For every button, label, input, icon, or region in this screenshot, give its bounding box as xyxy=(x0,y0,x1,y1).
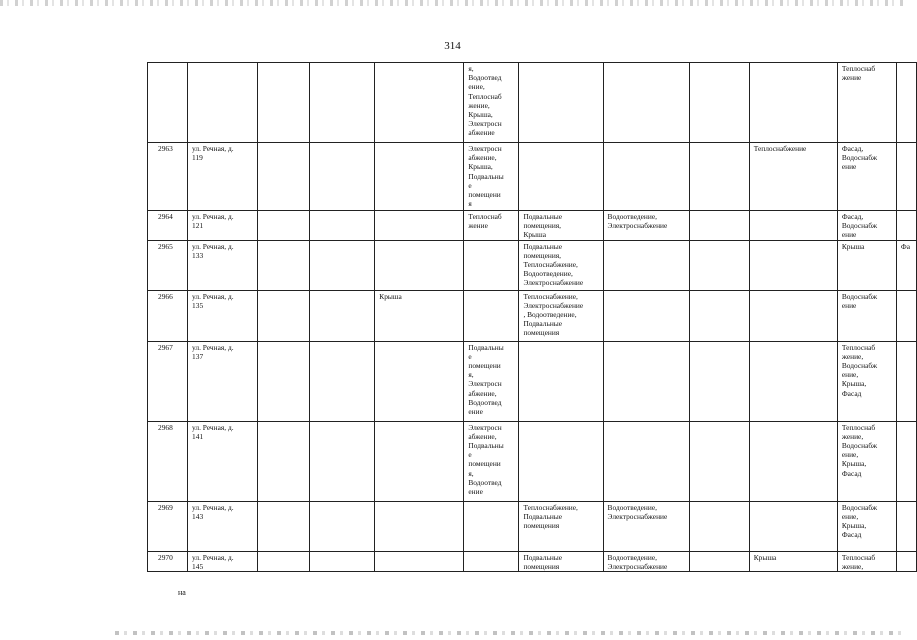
works-cell: Электросн абжение, Подвальны е помещени я, Водоотвед ение xyxy=(464,421,519,501)
works-cell: Теплоснабжение, Подвальные помещения xyxy=(519,501,603,551)
table-row xyxy=(148,143,917,211)
works-cell xyxy=(896,421,916,501)
works-cell xyxy=(375,211,464,241)
works-cell: Теплоснаб жение xyxy=(837,63,896,143)
works-cell: Фасад, Водоснабж ение xyxy=(837,211,896,241)
table-row xyxy=(148,341,917,421)
table-row xyxy=(148,501,917,551)
works-cell: Подвальные помещения xyxy=(519,551,603,571)
works-cell xyxy=(896,143,916,211)
works-cell xyxy=(375,240,464,290)
works-cell xyxy=(896,63,916,143)
row-number: 2970 xyxy=(148,551,188,571)
works-cell xyxy=(896,211,916,241)
works-cell xyxy=(603,143,689,211)
address-cell: ул. Речная, д. 145 xyxy=(188,551,258,571)
works-cell xyxy=(896,501,916,551)
works-cell xyxy=(464,290,519,341)
works-cell xyxy=(603,290,689,341)
table-row xyxy=(148,211,917,241)
works-cell: Водоотведение, Электроснабжение xyxy=(603,211,689,241)
works-cell: Крыша xyxy=(749,551,837,571)
works-cell xyxy=(519,63,603,143)
address-cell: ул. Речная, д. 133 xyxy=(188,240,258,290)
row-number: 2964 xyxy=(148,211,188,241)
works-cell xyxy=(749,240,837,290)
table-row xyxy=(148,290,917,341)
works-cell: Крыша xyxy=(837,240,896,290)
address-cell: ул. Речная, д. 141 xyxy=(188,421,258,501)
works-cell xyxy=(464,501,519,551)
works-cell xyxy=(603,341,689,421)
works-cell: Теплоснаб жение, Водоснабж ение, Крыша, Фасад xyxy=(837,341,896,421)
works-cell xyxy=(749,341,837,421)
works-cell xyxy=(464,551,519,571)
address-cell xyxy=(188,63,258,143)
works-cell: Подвальны е помещени я, Электросн абжение, Водоотвед ение xyxy=(464,341,519,421)
works-cell xyxy=(896,551,916,571)
table-row xyxy=(148,551,917,571)
works-cell: я, Водоотвед ение, Теплоснаб жение, Крыша, Электросн абжение xyxy=(464,63,519,143)
row-number: 2969 xyxy=(148,501,188,551)
works-cell: Фасад, Водоснабж ение xyxy=(837,143,896,211)
scan-artifact-top xyxy=(0,0,905,6)
works-cell xyxy=(896,290,916,341)
table-row xyxy=(148,421,917,501)
works-cell: Водоотведение, Электроснабжение xyxy=(603,551,689,571)
works-cell: Водоснабж ение, Крыша, Фасад xyxy=(837,501,896,551)
address-cell: ул. Речная, д. 135 xyxy=(188,290,258,341)
works-cell xyxy=(749,290,837,341)
works-cell: Подвальные помещения, Теплоснабжение, Водоотведение, Электроснабжение xyxy=(519,240,603,290)
row-number: 2968 xyxy=(148,421,188,501)
works-cell: Подвальные помещения, Крыша xyxy=(519,211,603,241)
works-cell xyxy=(464,240,519,290)
row-number: 2963 xyxy=(148,143,188,211)
table-row xyxy=(148,240,917,290)
address-cell: ул. Речная, д. 137 xyxy=(188,341,258,421)
row-number: 2965 xyxy=(148,240,188,290)
row-number: 2967 xyxy=(148,341,188,421)
works-cell: Теплоснаб жение, xyxy=(837,551,896,571)
page-number: 314 xyxy=(444,40,461,52)
works-cell xyxy=(603,421,689,501)
works-cell: Крыша xyxy=(375,290,464,341)
works-cell xyxy=(519,421,603,501)
works-cell: Теплоснаб жение xyxy=(464,211,519,241)
works-cell: Электросн абжение, Крыша, Подвальны е помещени я xyxy=(464,143,519,211)
scan-artifact-bottom xyxy=(115,631,905,635)
works-cell: Фа xyxy=(896,240,916,290)
works-cell: Теплоснаб жение, Водоснабж ение, Крыша, Фасад xyxy=(837,421,896,501)
works-cell: Водоотведение, Электроснабжение xyxy=(603,501,689,551)
works-cell: Теплоснабжение xyxy=(749,143,837,211)
row-number: 2966 xyxy=(148,290,188,341)
works-cell xyxy=(603,63,689,143)
works-cell xyxy=(375,501,464,551)
table-row xyxy=(148,63,917,143)
works-cell xyxy=(749,211,837,241)
works-cell: Теплоснабжение, Электроснабжение , Водоотведение, Подвальные помещения xyxy=(519,290,603,341)
works-cell: Водоснабж ение xyxy=(837,290,896,341)
repair-schedule-table xyxy=(147,62,917,572)
works-cell xyxy=(375,341,464,421)
footer-note: на xyxy=(178,588,186,597)
works-cell xyxy=(603,240,689,290)
works-cell xyxy=(749,501,837,551)
works-cell xyxy=(375,551,464,571)
works-cell xyxy=(896,341,916,421)
works-cell xyxy=(749,63,837,143)
address-cell: ул. Речная, д. 121 xyxy=(188,211,258,241)
works-cell xyxy=(519,341,603,421)
row-number xyxy=(148,63,188,143)
works-cell xyxy=(519,143,603,211)
address-cell: ул. Речная, д. 119 xyxy=(188,143,258,211)
works-cell xyxy=(375,421,464,501)
works-cell xyxy=(375,63,464,143)
works-cell xyxy=(749,421,837,501)
works-cell xyxy=(375,143,464,211)
address-cell: ул. Речная, д. 143 xyxy=(188,501,258,551)
